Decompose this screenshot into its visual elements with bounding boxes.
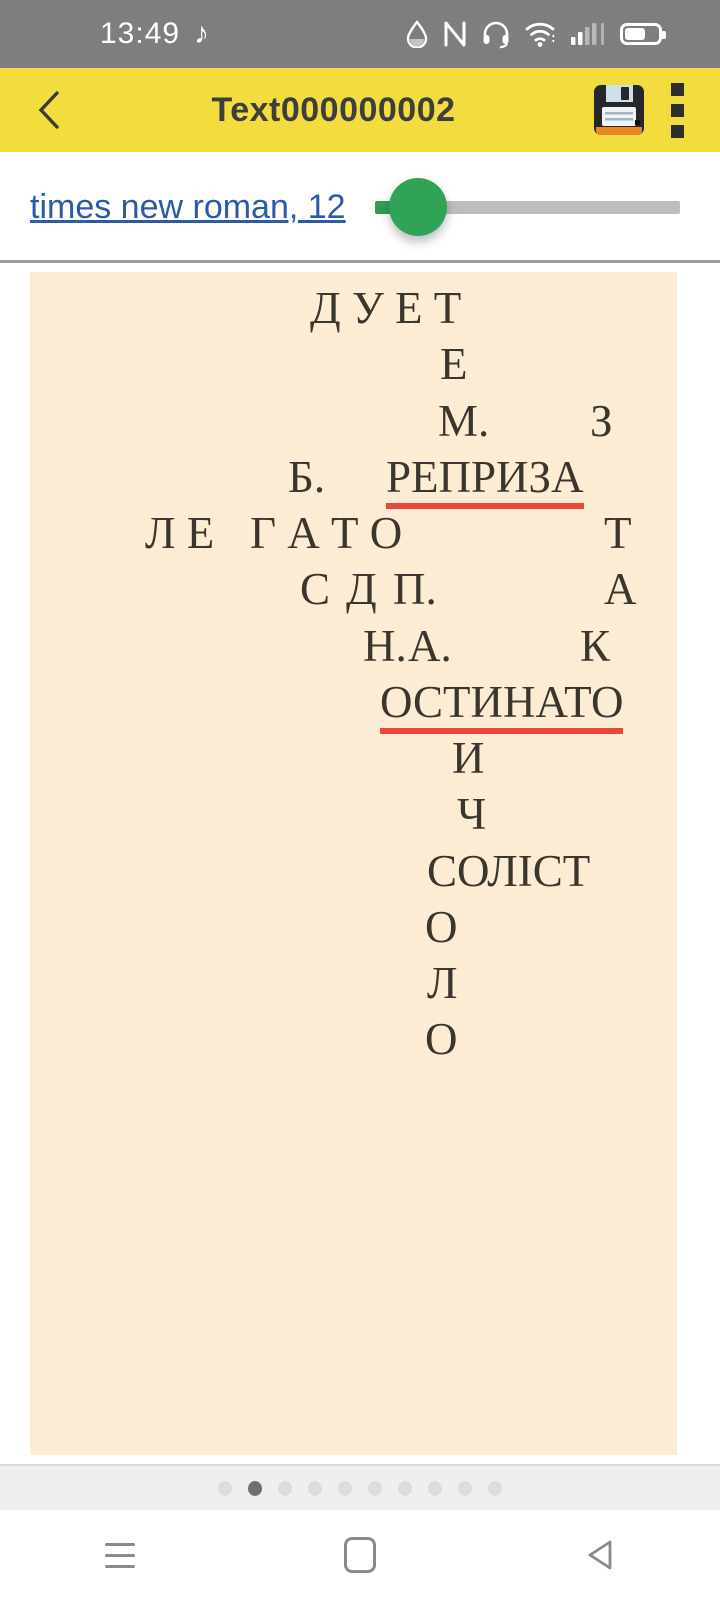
document-line[interactable]	[30, 676, 677, 732]
document-word-misspelled[interactable]: РЕПРИЗА	[386, 451, 584, 509]
document-line[interactable]	[30, 788, 677, 844]
document-line[interactable]	[30, 451, 677, 507]
font-toolbar	[0, 152, 720, 263]
music-note-icon: ♪	[194, 17, 210, 50]
document-text-segment[interactable]: А	[604, 564, 637, 614]
android-nav-bar	[0, 1510, 720, 1600]
nfc-icon	[442, 20, 468, 48]
document-text-segment[interactable]: Д У Е Т	[310, 283, 462, 333]
document-line[interactable]	[30, 957, 677, 1013]
overflow-menu-button[interactable]	[669, 79, 686, 142]
document-text-segment[interactable]: Г А Т О	[250, 508, 403, 558]
document-text-segment[interactable]: О	[425, 902, 458, 952]
document-text-segment[interactable]: Е	[440, 339, 468, 389]
document-line[interactable]	[30, 282, 677, 338]
back-triangle-icon	[584, 1538, 616, 1572]
page-dot[interactable]	[428, 1481, 442, 1496]
home-square-icon	[344, 1537, 376, 1573]
page-dot[interactable]	[278, 1481, 292, 1496]
font-size-slider[interactable]	[0, 152, 720, 260]
document-text-segment[interactable]: СОЛІСТ	[427, 846, 591, 896]
document-text-segment[interactable]: Б.	[288, 452, 326, 502]
document-line[interactable]	[30, 1013, 677, 1069]
floppy-disk-icon	[591, 82, 647, 138]
wifi-icon	[524, 19, 558, 49]
document-line[interactable]	[30, 732, 677, 788]
document-text-segment[interactable]: А.	[408, 621, 452, 671]
document-word-misspelled[interactable]: ОСТИНАТО	[380, 676, 623, 734]
recents-button[interactable]	[0, 1543, 240, 1568]
page-dot[interactable]	[308, 1481, 322, 1496]
battery-icon	[620, 23, 662, 45]
battery-level	[625, 28, 645, 40]
document-text-segment[interactable]: С	[300, 564, 331, 614]
signal-icon	[571, 20, 607, 48]
document-text-segment[interactable]: К	[580, 621, 611, 671]
app-bar	[0, 68, 720, 152]
document-text-segment[interactable]: М.	[438, 396, 490, 446]
document-text-segment[interactable]: З	[590, 396, 613, 446]
page-dot[interactable]	[398, 1481, 412, 1496]
nav-back-button[interactable]	[480, 1538, 720, 1572]
home-button[interactable]	[240, 1537, 480, 1573]
headset-icon	[481, 19, 511, 49]
document-line[interactable]	[30, 395, 677, 451]
slider-thumb[interactable]	[389, 178, 447, 236]
page-dot[interactable]	[458, 1481, 472, 1496]
font-settings-link[interactable]: times new roman, 12	[30, 188, 346, 226]
document-text-segment[interactable]: И	[452, 733, 485, 783]
document-page[interactable]	[30, 272, 677, 1455]
page-title: Text000000002	[211, 90, 456, 129]
page-indicator	[0, 1464, 720, 1510]
document-text-segment[interactable]: П.	[393, 564, 437, 614]
water-drop-icon	[405, 20, 429, 48]
save-button[interactable]	[591, 82, 647, 138]
document-text-segment[interactable]: Т	[604, 508, 632, 558]
clock: 13:49	[100, 17, 181, 50]
document-text-segment[interactable]: Ч	[457, 789, 487, 839]
page-dot[interactable]	[218, 1481, 232, 1496]
recents-hamburger-icon	[105, 1543, 135, 1568]
document-line[interactable]	[30, 901, 677, 957]
document-line[interactable]	[30, 507, 677, 563]
document-text-segment[interactable]: Л Е	[145, 508, 215, 558]
document-line[interactable]	[30, 563, 677, 619]
status-bar	[0, 0, 720, 68]
document-line[interactable]	[30, 845, 677, 901]
document-area	[0, 263, 720, 1464]
back-button[interactable]	[36, 87, 76, 133]
page-dot[interactable]	[368, 1481, 382, 1496]
document-line[interactable]	[30, 620, 677, 676]
document-text-segment[interactable]: Л	[427, 958, 458, 1008]
document-line[interactable]	[30, 338, 677, 394]
page-dot-active[interactable]	[248, 1481, 262, 1496]
page-dot[interactable]	[338, 1481, 352, 1496]
back-chevron-icon	[36, 89, 62, 131]
document-text-segment[interactable]: О	[425, 1014, 458, 1064]
page-dot[interactable]	[488, 1481, 502, 1496]
document-text-segment[interactable]: Н.	[363, 621, 407, 671]
document-text-segment[interactable]: Д	[346, 564, 377, 614]
